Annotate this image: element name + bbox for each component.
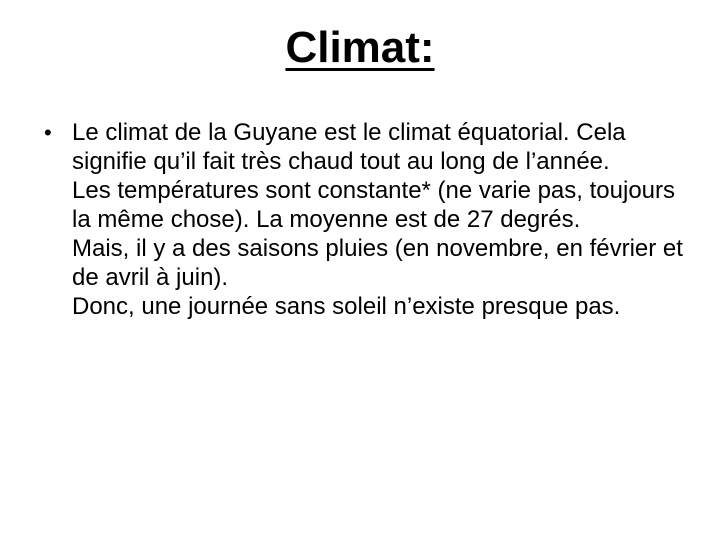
- slide-title-text: Climat:: [285, 23, 435, 72]
- bullet-item: [44, 118, 684, 321]
- paragraph-rain-seasons: Mais, il y a des saisons pluies (en novembre, en février et de avril à juin).: [72, 235, 683, 291]
- slide-title: [0, 22, 720, 74]
- bullet-list: [44, 118, 684, 321]
- paragraph-climate: Le climat de la Guyane est le climat équatorial. Cela signifie qu’il fait très chaud tout au long de l’année.: [72, 119, 626, 175]
- paragraph-temperatures: Les températures sont constante* (ne varie pas, toujours la même chose). La moyenne est de 27 degrés.: [72, 177, 675, 233]
- paragraph-sunless-day: Donc, une journée sans soleil n’existe presque pas.: [72, 293, 621, 320]
- bullet-icon: •: [44, 120, 52, 145]
